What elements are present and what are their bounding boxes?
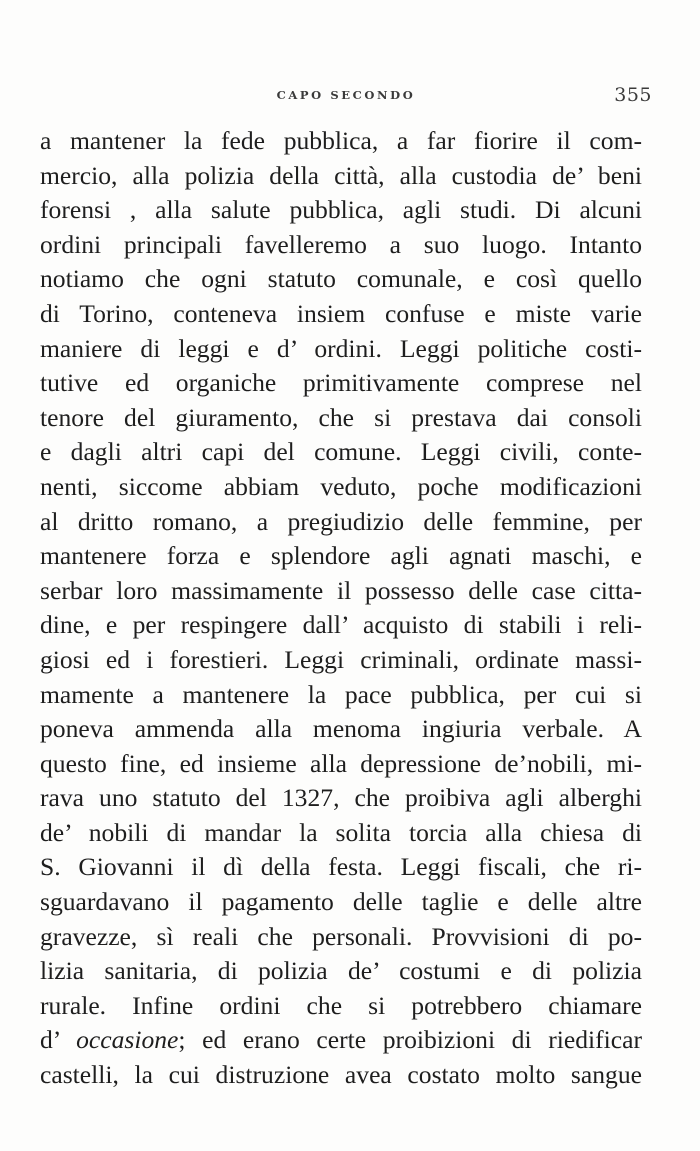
italic-term: occasione xyxy=(76,1025,179,1055)
text-line: a mantener la fede pubblica, a far fiorire il com- xyxy=(40,126,642,155)
running-head xyxy=(40,84,652,108)
text-line: S. Giovanni il dì della festa. Leggi fiscali, che ri- xyxy=(40,852,642,882)
text-fragment: ; ed erano certe proibizioni di riedificar xyxy=(178,1025,643,1055)
text-line: de’ nobili di mandar la solita torcia alla chiesa di xyxy=(40,817,642,847)
text-line: castelli, la cui distruzione avea costato molto sangue xyxy=(40,1060,642,1090)
text-line: tenore del giuramento, che si prestava dai consoli xyxy=(40,402,642,432)
text-line: questo fine, ed insieme alla depressione de’nobili, mi- xyxy=(40,748,642,778)
text-line: lizia sanitaria, di polizia de’ costumi e di polizia xyxy=(40,956,642,986)
text-line: ordini principali favelleremo a suo luogo. Intanto xyxy=(40,229,642,259)
text-line: poneva ammenda alla menoma ingiuria verbale. A xyxy=(40,714,642,744)
text-line: di Torino, conteneva insiem confuse e miste varie xyxy=(40,298,642,328)
text-line: sguardavano il pagamento delle taglie e delle altre xyxy=(40,887,642,917)
text-line: notiamo che ogni statuto comunale, e così quello xyxy=(40,264,642,294)
text-line: mercio, alla polizia della città, alla custodia de’ beni xyxy=(40,160,642,190)
text-line: maniere di leggi e d’ ordini. Leggi politiche costi- xyxy=(40,333,642,363)
body-text xyxy=(40,124,642,1093)
running-title: CAPO SECONDO xyxy=(276,88,416,102)
text-line: al dritto romano, a pregiudizio delle femmine, per xyxy=(40,506,642,536)
text-line: mantenere forza e splendore agli agnati maschi, e xyxy=(40,541,642,571)
text-line: rurale. Infine ordini che si potrebbero chiamare xyxy=(40,990,642,1020)
text-line: mamente a mantenere la pace pubblica, per cui si xyxy=(40,679,642,709)
page-number: 355 xyxy=(614,84,652,106)
text-line: dine, e per respingere dall’ acquisto di stabili i reli- xyxy=(40,610,642,640)
text-line xyxy=(40,1023,642,1058)
text-line: serbar loro massimamente il possesso delle case citta- xyxy=(40,575,642,605)
text-line: gravezze, sì reali che personali. Provvisioni di po- xyxy=(40,921,642,951)
text-line: giosi ed i forestieri. Leggi criminali, ordinate massi- xyxy=(40,644,642,674)
text-line: rava uno statuto del 1327, che proibiva agli alberghi xyxy=(40,783,642,813)
text-fragment: d’ xyxy=(40,1025,77,1055)
text-line: tutive ed organiche primitivamente comprese nel xyxy=(40,368,642,398)
text-line: nenti, siccome abbiam veduto, poche modificazioni xyxy=(40,471,642,501)
text-line: forensi , alla salute pubblica, agli studi. Di alcuni xyxy=(40,195,642,225)
text-line: e dagli altri capi del comune. Leggi civili, conte- xyxy=(40,437,642,467)
